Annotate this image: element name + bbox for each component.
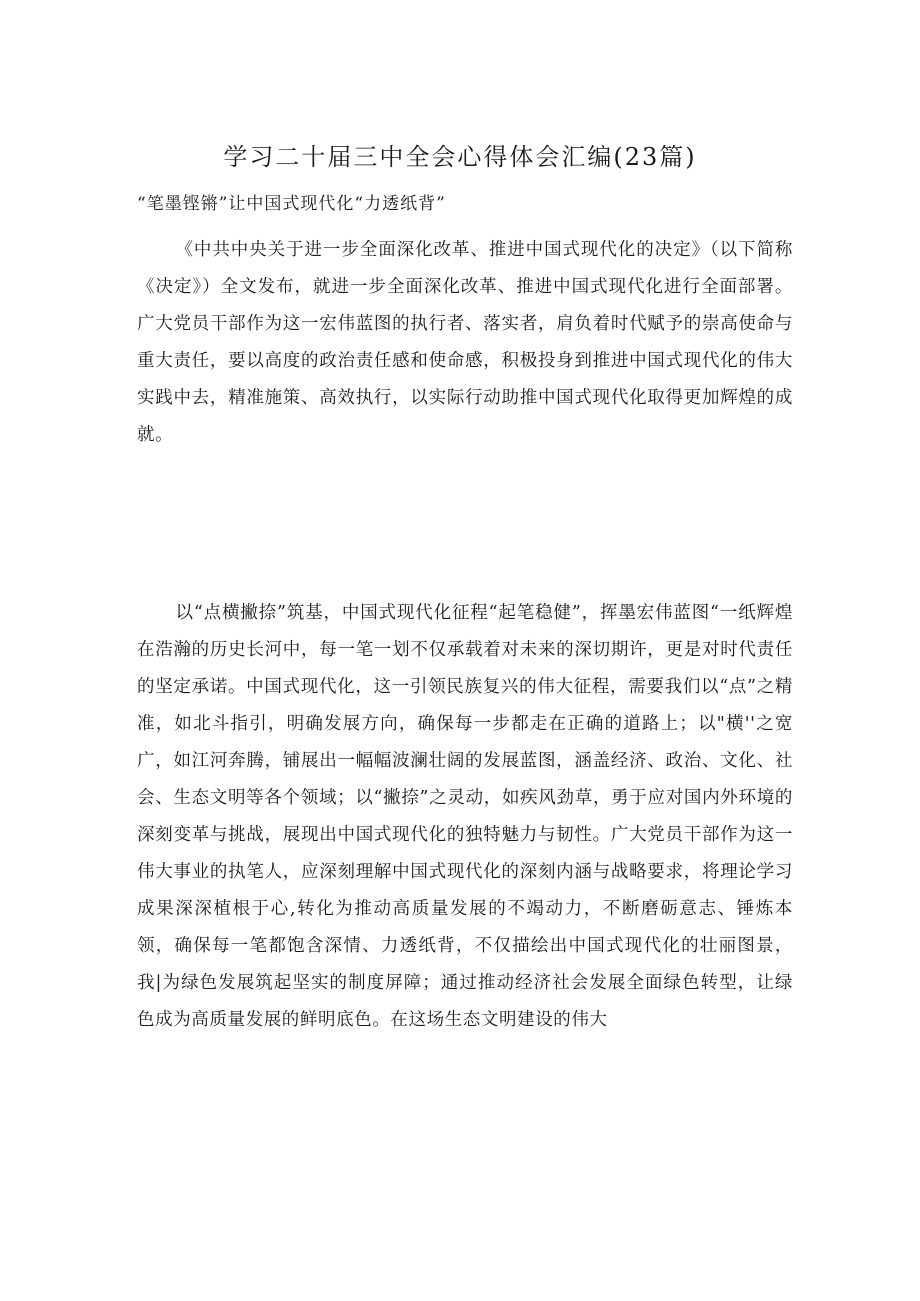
paragraph-2: 以“点横撇捺”筑基，中国式现代化征程“起笔稳健”，挥墨宏伟蓝图“一纸辉煌在浩瀚的历史长河中，每一笔一划不仅承载着对未来的深切期许，更是对时代责任的坚定承诺。中国式现代化，这一引领民族复兴的伟大征程，需要我们以“点”之精准，如北斗指引，明确发展方向，确保每一步都走在正确的道路上；以"横''之宽广，如江河奔腾，铺展出一幅幅波澜壮阔的发展蓝图，涵盖经济、政治、文化、社会、生态文明等各个领域；以“撇捺”之灵动，如疾风劲草，勇于应对国内外环境的深刻变革与挑战，展现出中国式现代化的独特魅力与韧性。广大党员干部作为这一伟大事业的执笔人，应深刻理解中国式现代化的深刻内涵与战略要求，将理论学习成果深深植根于心,转化为推动高质量发展的不竭动力，不断磨砺意志、锤炼本领，确保每一笔都饱含深情、力透纸背，不仅描绘出中国式现代化的壮丽图景，我|为绿色发展筑起坚实的制度屏障；通过推动经济社会发展全面绿色转型，让绿色成为高质量发展的鲜明底色。在这场生态文明建设的伟大 [137, 603, 793, 1030]
document-title: 学习二十届三中全会心得体会汇编(23篇) [223, 143, 697, 171]
paragraph-1: 《中共中央关于进一步全面深化改革、推进中国式现代化的决定》（以下简称《决定》）全文发布，就进一步全面深化改革、推进中国式现代化进行全面部署。广大党员干部作为这一宏伟蓝图的执行者、落实者，肩负着时代赋予的崇高使命与重大责任，要以高度的政治责任感和使命感，积极投身到推进中国式现代化的伟大实践中去，精准施策、高效执行，以实际行动助推中国式现代化取得更加辉煌的成就。 [137, 240, 793, 445]
article-subtitle: “笔墨铿锵”让中国式现代化“力透纸背” [137, 194, 446, 214]
